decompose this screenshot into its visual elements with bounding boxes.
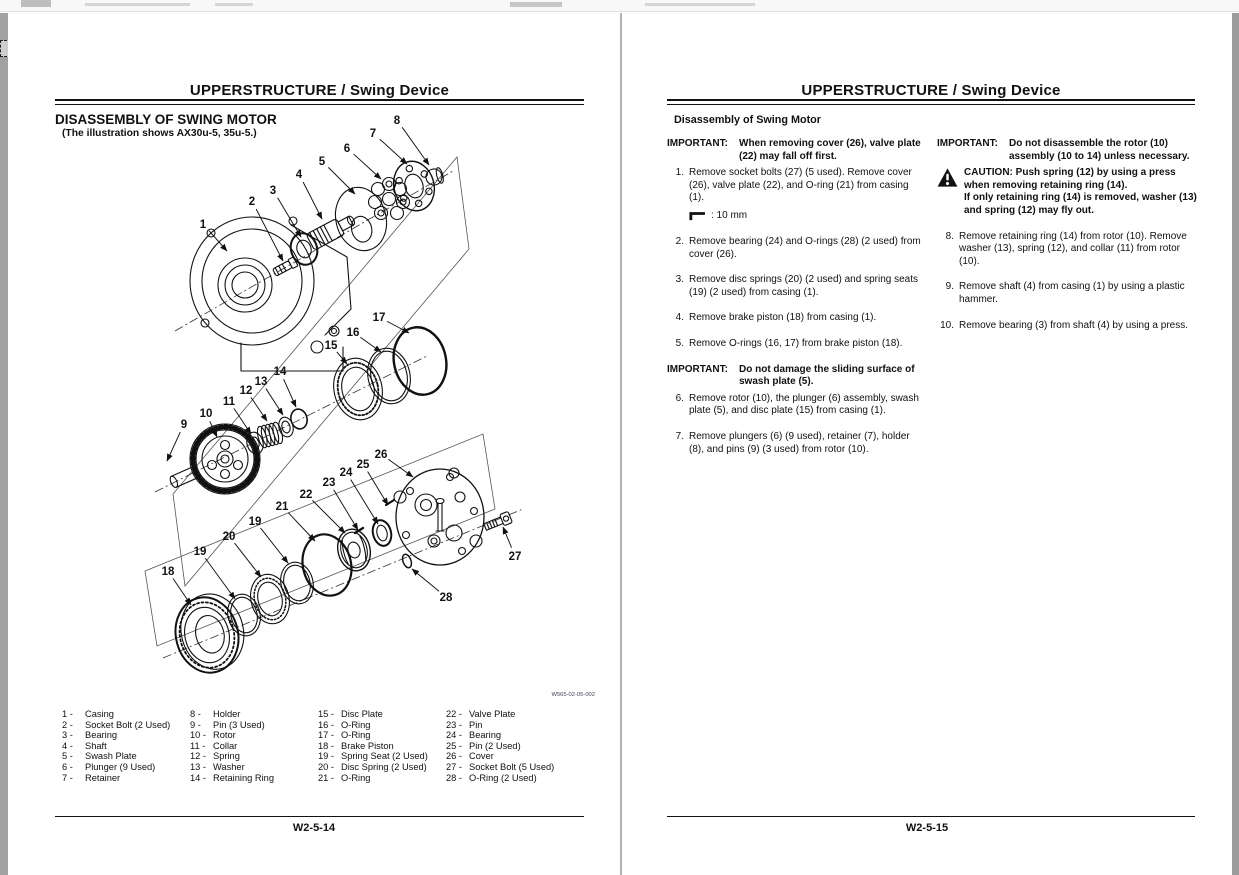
callout-arrow xyxy=(328,167,355,194)
procedure-step: 4. Remove brake piston (18) from casing (1). xyxy=(667,312,925,325)
scrollbar-track[interactable] xyxy=(1232,13,1239,875)
callout-number: 23 xyxy=(322,477,336,489)
part-socket-bolt xyxy=(272,257,298,277)
procedure-step: 3. Remove disc springs (20) (2 used) and spring seats (19) (2 used) from casing (1). xyxy=(667,274,925,299)
callout-number: 14 xyxy=(273,366,287,378)
header-rule xyxy=(667,99,1195,105)
callout-number: 5 xyxy=(318,156,326,168)
callout-number: 10 xyxy=(199,408,213,420)
callout-number: 9 xyxy=(180,419,188,431)
step-number: 4. xyxy=(675,312,684,324)
callout-number: 2 xyxy=(248,196,256,208)
diagram-labels xyxy=(162,115,522,605)
part-list-item: 25 - Pin (2 Used) xyxy=(446,740,521,751)
part-bearing-24 xyxy=(370,518,394,548)
callout-number: 27 xyxy=(508,551,522,563)
instruction-column-2 xyxy=(937,138,1199,345)
callout-arrow xyxy=(284,379,296,407)
callout-number: 11 xyxy=(222,396,236,408)
callout-arrow xyxy=(312,500,345,533)
sidebar-edge-strip xyxy=(0,13,8,875)
toolbar-fragment xyxy=(645,3,755,6)
page-header: UPPERSTRUCTURE / Swing Device xyxy=(801,82,1061,99)
callout-arrow xyxy=(251,397,267,421)
callout-arrow xyxy=(205,558,235,599)
caution-triangle-icon xyxy=(937,168,958,187)
header-rule xyxy=(55,99,584,105)
step-number: 5. xyxy=(675,337,684,349)
callout-number: 16 xyxy=(346,327,360,339)
toolbar-fragment xyxy=(215,3,253,6)
important-note: IMPORTANT: Do not disassemble the rotor (10) assembly (10 to 14) unless necessary. xyxy=(937,138,1190,162)
part-list-item: 6 - Plunger (9 Used) xyxy=(62,761,156,772)
part-list-item: 17 - O-Ring xyxy=(318,730,371,741)
callout-arrow xyxy=(380,139,407,164)
section-subtitle: (The illustration shows AX30u-5, 35u-5.) xyxy=(62,128,257,139)
callout-arrow xyxy=(387,321,409,333)
callout-arrow xyxy=(256,209,283,261)
callout-number: 22 xyxy=(299,489,313,501)
step-number: 7. xyxy=(675,430,684,442)
part-list-item: 1 - Casing xyxy=(62,709,114,719)
part-list-item: 3 - Bearing xyxy=(62,730,118,741)
part-list-item: 2 - Socket Bolt (2 Used) xyxy=(62,719,171,730)
page-number: W2-5-15 xyxy=(905,822,949,834)
step-number: 2. xyxy=(675,235,684,247)
important-label: IMPORTANT: xyxy=(937,138,998,149)
part-list-item: 5 - Swash Plate xyxy=(62,751,137,762)
callout-arrow xyxy=(261,528,288,563)
callout-arrow xyxy=(337,352,347,364)
callout-number: 3 xyxy=(269,185,277,197)
callout-number: 28 xyxy=(439,592,453,604)
toolbar-remnant xyxy=(0,0,1239,12)
callout-number: 17 xyxy=(372,312,386,324)
part-shaft xyxy=(306,211,358,250)
part-list-item: 19 - Spring Seat (2 Used) xyxy=(318,751,428,762)
callout-arrow xyxy=(402,127,429,165)
part-brake-piston xyxy=(167,587,252,679)
instruction-column-1 xyxy=(667,138,925,469)
part-retaining-ring xyxy=(289,407,310,430)
part-list-item: 10 - Rotor xyxy=(190,730,236,741)
callout-number: 15 xyxy=(324,340,338,352)
part-list-item: 21 - O-Ring xyxy=(318,772,371,783)
part-list-item: 16 - O-Ring xyxy=(318,719,371,730)
hex-wrench-icon xyxy=(689,211,706,221)
document-page-left xyxy=(8,13,620,875)
part-list-item: 28 - O-Ring (2 Used) xyxy=(446,772,537,783)
callout-number: 8 xyxy=(393,115,401,127)
callout-arrow xyxy=(503,527,512,548)
part-list-item: 14 - Retaining Ring xyxy=(190,772,274,783)
callout-arrow xyxy=(209,231,227,251)
callout-arrow xyxy=(288,513,315,541)
callout-arrow xyxy=(354,154,381,179)
part-list-item: 18 - Brake Piston xyxy=(318,740,394,751)
procedure-step: 10. Remove bearing (3) from shaft (4) by using a press. xyxy=(937,320,1199,333)
part-list-item: 8 - Holder xyxy=(190,709,241,719)
toolbar-fragment xyxy=(21,0,51,7)
callout-number: 25 xyxy=(356,459,370,471)
part-socket-bolt-27 xyxy=(483,511,513,532)
tool-size-line: : 10 mm xyxy=(689,209,925,223)
callout-number: 24 xyxy=(339,467,353,479)
important-note: IMPORTANT: When removing cover (26), valve plate (22) may fall off first. xyxy=(667,138,921,162)
callout-arrow xyxy=(266,389,283,415)
part-list-item: 26 - Cover xyxy=(446,751,494,762)
procedure-step: 2. Remove bearing (24) and O-rings (28) (2 used) from cover (26). xyxy=(667,236,925,261)
footer-rule xyxy=(55,816,584,817)
step-number: 6. xyxy=(675,392,684,404)
caution-note: CAUTION: Push spring (12) by using a press when removing retaining ring (14). If only retaining ring (14) is removed, washer (13) and spring (12) may fly out. xyxy=(937,167,1199,217)
exploded-view-diagram xyxy=(55,109,600,709)
procedure-step: 9. Remove shaft (4) from casing (1) by using a plastic hammer. xyxy=(937,281,1199,306)
callout-number: 13 xyxy=(254,376,268,388)
part-list-item: 4 - Shaft xyxy=(62,740,107,751)
step-number: 3. xyxy=(675,274,684,286)
important-note: IMPORTANT: Do not damage the sliding surface of swash plate (5). xyxy=(667,363,915,388)
callout-number: 6 xyxy=(343,143,351,155)
document-page-right xyxy=(622,13,1232,875)
callout-arrow xyxy=(235,543,261,577)
page-header: UPPERSTRUCTURE / Swing Device xyxy=(189,82,450,99)
callout-number: 7 xyxy=(369,128,377,140)
part-list-item: 12 - Spring xyxy=(190,751,240,762)
toolbar-fragment xyxy=(510,2,562,7)
callout-arrow xyxy=(351,480,378,524)
callout-number: 12 xyxy=(239,385,253,397)
part-list-item: 7 - Retainer xyxy=(62,772,121,783)
part-list-item: 24 - Bearing xyxy=(446,730,502,741)
step-number: 8. xyxy=(945,230,954,242)
page-number: W2-5-14 xyxy=(292,822,336,834)
part-list-item: 20 - Disc Spring (2 Used) xyxy=(318,761,427,772)
part-cover xyxy=(394,468,484,565)
part-o-ring-16 xyxy=(363,344,416,408)
callout-arrow xyxy=(360,337,381,352)
part-list-item: 27 - Socket Bolt (5 Used) xyxy=(446,761,555,772)
part-plungers xyxy=(369,178,410,220)
callout-number: 1 xyxy=(199,219,207,231)
callout-arrow xyxy=(303,182,322,219)
part-list-item: 9 - Pin (3 Used) xyxy=(190,719,265,730)
part-list-item: 15 - Disc Plate xyxy=(318,709,383,719)
part-list-item: 23 - Pin xyxy=(446,719,483,730)
section-title: Disassembly of Swing Motor xyxy=(674,114,821,126)
callout-arrow xyxy=(334,490,358,530)
toolbar-fragment xyxy=(85,3,190,6)
procedure-step: 6. Remove rotor (10), the plunger (6) assembly, swash plate (5), and disc plate (15) from casing (1). xyxy=(667,393,925,418)
step-number: 1. xyxy=(675,167,684,179)
procedure-step: 7. Remove plungers (6) (9 used), retainer (7), holder (8), and pins (9) (3 used) from rotor (10). xyxy=(667,431,925,456)
important-label: IMPORTANT: xyxy=(667,363,728,375)
procedure-step: 8. Remove retaining ring (14) from rotor (10). Remove washer (13), spring (12), and collar (11) from rotor (10). xyxy=(937,231,1199,269)
callout-number: 21 xyxy=(275,501,289,513)
figure-id: W565-02-05-002 xyxy=(551,692,595,698)
callout-arrow xyxy=(167,432,180,461)
callout-number: 4 xyxy=(295,169,303,181)
part-list-item: 22 - Valve Plate xyxy=(446,709,516,719)
callout-arrow xyxy=(278,198,301,237)
part-list-item: 13 - Washer xyxy=(190,761,245,772)
section-title: DISASSEMBLY OF SWING MOTOR xyxy=(55,112,277,127)
callout-number: 19 xyxy=(193,546,207,558)
procedure-step: 5. Remove O-rings (16, 17) from brake piston (18). xyxy=(667,338,925,351)
callout-number: 18 xyxy=(161,566,175,578)
callout-arrow xyxy=(388,459,413,477)
part-list-item: 11 - Collar xyxy=(190,740,238,751)
footer-rule xyxy=(667,816,1195,817)
callout-arrow xyxy=(412,569,439,591)
part-disc-plate xyxy=(328,354,388,425)
diagram-plane-lower xyxy=(145,434,495,646)
callout-number: 26 xyxy=(374,449,388,461)
callout-number: 19 xyxy=(248,516,262,528)
important-label: IMPORTANT: xyxy=(667,138,728,149)
step-number: 9. xyxy=(945,281,954,293)
procedure-step: 1. Remove socket bolts (27) (5 used). Remove cover (26), valve plate (22), and O-ring (21) from casing (1). : 10 mm xyxy=(667,167,925,223)
step-number: 10. xyxy=(940,319,954,331)
callout-number: 20 xyxy=(222,531,236,543)
